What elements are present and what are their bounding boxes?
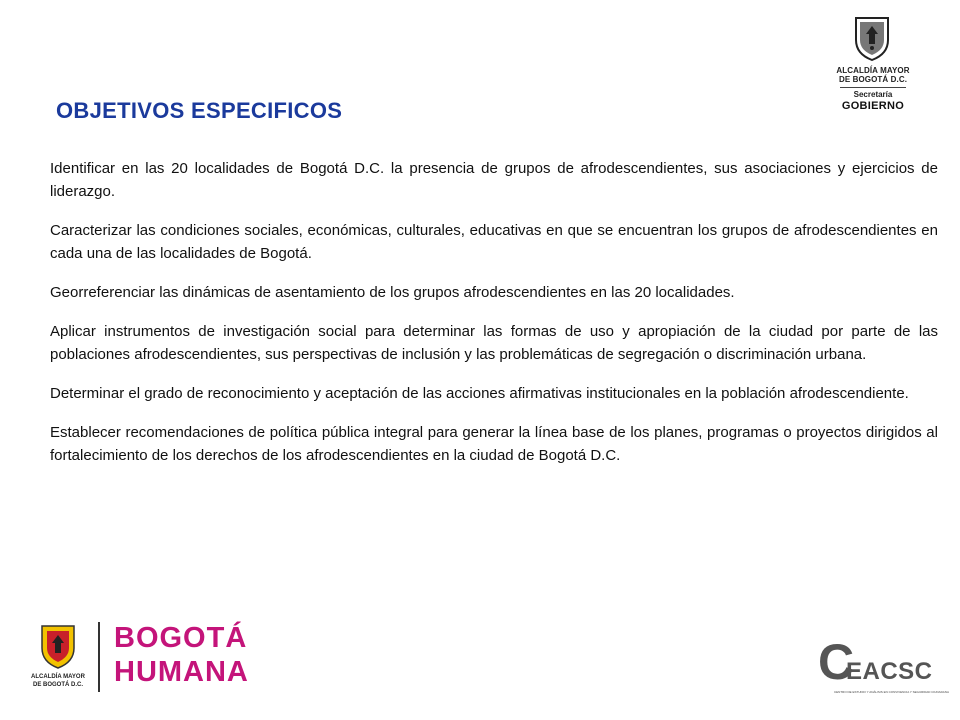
coat-of-arms-icon [852,14,892,62]
footer-logo-line-alcaldia: ALCALDÍA MAYOR [31,674,85,680]
footer-logo-divider [98,622,100,692]
logo-line-alcaldia: ALCALDÍA MAYOR [836,66,910,75]
ceacsc-logo-text: EACSC [846,658,933,685]
objective-paragraph: Caracterizar las condiciones sociales, económicas, culturales, educativas en que se encuentran los grupos de afrodescendientes en cada una de las localidades de Bogotá. [50,222,938,262]
objective-paragraph: Georreferenciar las dinámicas de asentamiento de los grupos afrodescendientes en las 20 localidades. [50,284,735,301]
ceacsc-logo-c: C [818,634,855,690]
objective-paragraph: Aplicar instrumentos de investigación social para determinar las formas de uso y apropiación de la ciudad por parte de las poblaciones afrodescendientes, sus perspectivas de inclusión y las problemáticas de segregación o discriminación urbana. [50,323,938,363]
objective-paragraph: Determinar el grado de reconocimiento y aceptación de las acciones afirmativas institucionales en la población afrodescendiente. [50,385,909,402]
logo-line-gobierno: GOBIERNO [841,100,905,112]
objective-paragraph: Identificar en las 20 localidades de Bogotá D.C. la presencia de grupos de afrodescendientes, sus asociaciones y ejercicios de liderazgo. [50,160,938,200]
logo-divider [840,87,906,88]
coat-of-arms-icon [38,622,78,670]
footer-logo-line-bogota: DE BOGOTÁ D.C. [32,682,83,688]
page-title: OBJETIVOS ESPECIFICOS [56,98,343,123]
bogota-humana-logo-line1: BOGOTÁ [114,622,248,654]
ceacsc-logo [818,634,949,700]
logo-line-secretaria: Secretaría [853,90,893,99]
objective-paragraph: Establecer recomendaciones de política pública integral para generar la línea base de los planes, programas o proyectos dirigidos al fortalecimiento de los derechos de los afrodescendientes en la ciudad de Bogotá D.C. [50,424,938,464]
ceacsc-tagline: CENTRO DE ESTUDIO Y ANÁLISIS EN CONVIVENCIA Y SEGURIDAD CIUDADANA [834,690,949,694]
logo-line-bogota: DE BOGOTÁ D.C. [838,75,908,84]
alcaldia-gobierno-logo [830,14,916,114]
bogota-humana-logo-line2: HUMANA [114,656,249,688]
objectives-list [50,157,938,483]
